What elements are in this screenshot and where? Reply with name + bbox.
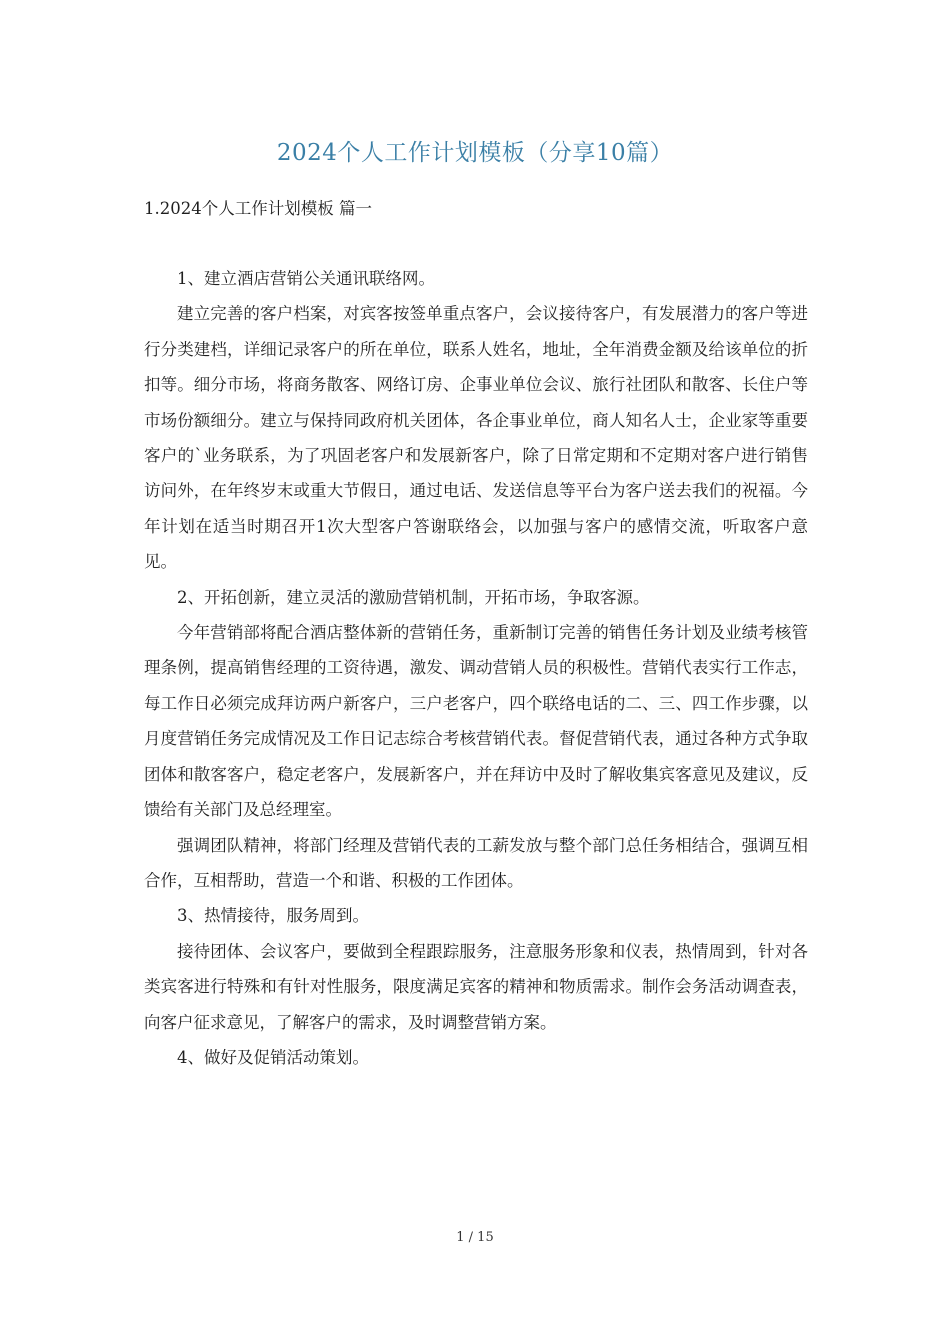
paragraph: 建立完善的客户档案，对宾客按签单重点客户，会议接待客户，有发展潜力的客户等进行分类建档，详细记录客户的所在单位，联系人姓名，地址，全年消费金额及给该单位的折扣等。细分市场，将商务散客、网络订房、企事业单位会议、旅行社团队和散客、长住户等市场份额细分。建立与保持同政府机关团体，各企事业单位，商人知名人士，企业家等重要客户的`业务联系，为了巩固老客户和发展新客户，除了日常定期和不定期对客户进行销售访问外，在年终岁末或重大节假日，通过电话、发送信息等平台为客户送去我们的祝福。今年计划在适当时期召开1次大型客户答谢联络会，以加强与客户的感情交流，听取客户意见。 — [144, 304, 808, 572]
document-title: 2024个人工作计划模板（分享10篇） — [276, 140, 674, 166]
paragraph: 今年营销部将配合酒店整体新的营销任务，重新制订完善的销售任务计划及业绩考核管理条例，提高销售经理的工资待遇，激发、调动营销人员的积极性。营销代表实行工作志，每工作日必须完成拜访两户新客户，三户老客户，四个联络电话的二、三、四工作步骤，以月度营销任务完成情况及工作日记志综合考核营销代表。督促营销代表，通过各种方式争取团体和散客客户，稳定老客户，发展新客户，并在拜访中及时了解收集宾客意见及建议，反馈给有关部门及总经理室。 — [144, 623, 808, 820]
page-number: 1 / 15 — [456, 1230, 494, 1245]
paragraph: 1、建立酒店营销公关通讯联络网。 — [177, 269, 435, 288]
paragraph: 接待团体、会议客户，要做到全程跟踪服务，注意服务形象和仪表，热情周到，针对各类宾客进行特殊和有针对性服务，限度满足宾客的精神和物质需求。制作会务活动调查表，向客户征求意见，了解客户的需求，及时调整营销方案。 — [144, 941, 808, 1032]
paragraph: 2、开拓创新，建立灵活的激励营销机制，开拓市场，争取客源。 — [177, 587, 650, 607]
paragraph: 强调团队精神，将部门经理及营销代表的工薪发放与整个部门总任务相结合，强调互相合作，互相帮助，营造一个和谐、积极的工作团体。 — [144, 835, 808, 890]
paragraph: 4、做好及促销活动策划。 — [177, 1047, 369, 1067]
document-body — [144, 261, 808, 1075]
section-heading: 1.2024个人工作计划模板 篇一 — [144, 199, 372, 218]
paragraph: 3、热情接待，服务周到。 — [177, 906, 369, 926]
